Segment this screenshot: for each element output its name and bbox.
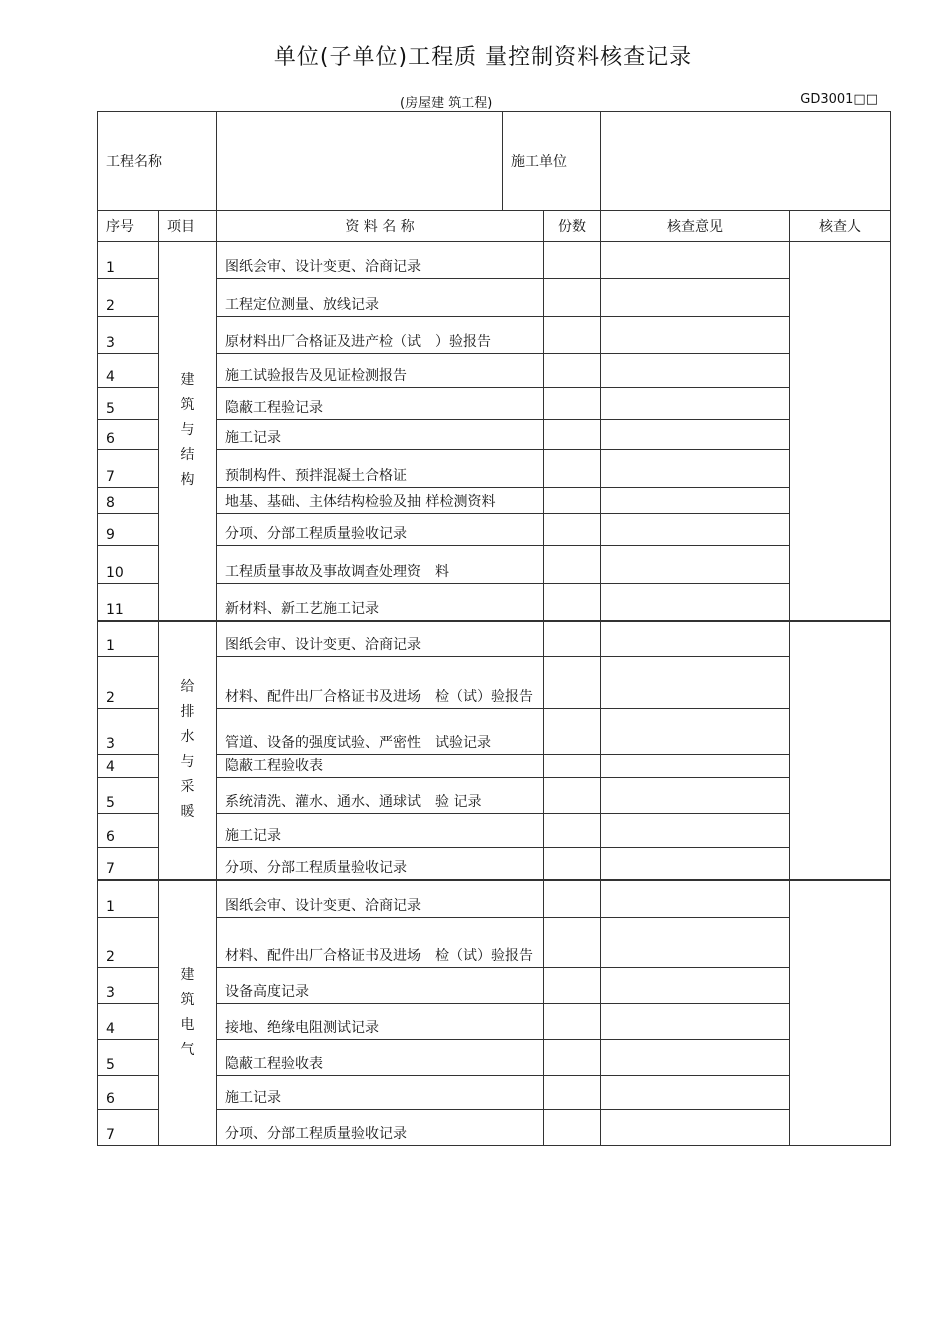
opinion-field[interactable] xyxy=(601,317,790,354)
category-cell xyxy=(159,242,217,621)
row-number: 2 xyxy=(98,279,159,317)
table-row xyxy=(98,709,891,755)
row-number: 4 xyxy=(98,1004,159,1040)
row-number: 3 xyxy=(98,709,159,755)
copies-field[interactable] xyxy=(544,709,601,755)
opinion-field[interactable] xyxy=(601,848,790,880)
category-char: 筑 xyxy=(180,991,195,1008)
table-row xyxy=(98,450,891,488)
header-checker: 核查人 xyxy=(790,211,891,242)
row-number: 10 xyxy=(98,546,159,584)
header-name: 资 料 名 称 xyxy=(217,211,544,242)
category-cell xyxy=(159,880,217,1146)
row-number: 5 xyxy=(98,778,159,814)
document-name: 隐蔽工程验记录 xyxy=(217,388,544,420)
header-item: 项目 xyxy=(159,211,217,242)
table-row xyxy=(98,1076,891,1110)
category-cell xyxy=(159,621,217,880)
row-number: 6 xyxy=(98,1076,159,1110)
category-char: 建 xyxy=(180,372,195,389)
document-name: 分项、分部工程质量验收记录 xyxy=(217,848,544,880)
opinion-field[interactable] xyxy=(601,388,790,420)
category-char: 与 xyxy=(180,422,195,439)
document-name: 接地、绝缘电阻测试记录 xyxy=(217,1004,544,1040)
opinion-field[interactable] xyxy=(601,778,790,814)
opinion-field[interactable] xyxy=(601,1040,790,1076)
opinion-field[interactable] xyxy=(601,1110,790,1146)
copies-field[interactable] xyxy=(544,450,601,488)
document-name: 管道、设备的强度试验、严密性 试验记录 xyxy=(217,709,544,755)
document-name: 新材料、新工艺施工记录 xyxy=(217,584,544,621)
opinion-field[interactable] xyxy=(601,880,790,918)
category-char: 给 xyxy=(180,679,195,695)
row-number: 3 xyxy=(98,968,159,1004)
document-name: 原材料出厂合格证及进产检（试 ）验报告 xyxy=(217,317,544,354)
checker-field[interactable] xyxy=(790,621,891,880)
row-number: 2 xyxy=(98,918,159,968)
copies-field[interactable] xyxy=(544,1004,601,1040)
check-record-table xyxy=(97,111,891,1146)
row-number: 4 xyxy=(98,755,159,778)
copies-field[interactable] xyxy=(544,968,601,1004)
row-number: 6 xyxy=(98,814,159,848)
document-name: 图纸会审、设计变更、洽商记录 xyxy=(217,621,544,657)
opinion-field[interactable] xyxy=(601,279,790,317)
table-row xyxy=(98,848,891,880)
copies-field[interactable] xyxy=(544,388,601,420)
table-row xyxy=(98,388,891,420)
row-number: 1 xyxy=(98,621,159,657)
row-number: 3 xyxy=(98,317,159,354)
document-name: 施工记录 xyxy=(217,814,544,848)
row-number: 7 xyxy=(98,450,159,488)
document-name: 图纸会审、设计变更、洽商记录 xyxy=(217,242,544,279)
copies-field[interactable] xyxy=(544,621,601,657)
opinion-field[interactable] xyxy=(601,755,790,778)
opinion-field[interactable] xyxy=(601,354,790,388)
subtitle: (房屋建 筑工程) xyxy=(400,96,493,111)
document-name: 施工记录 xyxy=(217,420,544,450)
copies-field[interactable] xyxy=(544,657,601,709)
copies-field[interactable] xyxy=(544,1110,601,1146)
opinion-field[interactable] xyxy=(601,814,790,848)
row-number: 7 xyxy=(98,1110,159,1146)
document-name: 系统清洗、灌水、通水、通球试 验 记录 xyxy=(217,778,544,814)
copies-field[interactable] xyxy=(544,1076,601,1110)
copies-field[interactable] xyxy=(544,848,601,880)
category-char: 构 xyxy=(180,472,195,489)
copies-field[interactable] xyxy=(544,514,601,546)
row-number: 2 xyxy=(98,657,159,709)
row-number: 9 xyxy=(98,514,159,546)
checker-field[interactable] xyxy=(790,242,891,621)
row-number: 5 xyxy=(98,388,159,420)
category-char: 筑 xyxy=(180,397,195,414)
copies-field[interactable] xyxy=(544,814,601,848)
opinion-field[interactable] xyxy=(601,546,790,584)
document-name: 材料、配件出厂合格证书及进场 检（试）验报告 xyxy=(217,918,544,968)
table-row xyxy=(98,584,891,621)
row-number: 8 xyxy=(98,488,159,514)
document-name: 工程定位测量、放线记录 xyxy=(217,279,544,317)
copies-field[interactable] xyxy=(544,1040,601,1076)
project-info-row xyxy=(98,112,891,211)
document-name: 施工记录 xyxy=(217,1076,544,1110)
table-row xyxy=(98,488,891,514)
opinion-field[interactable] xyxy=(601,450,790,488)
opinion-field[interactable] xyxy=(601,1076,790,1110)
header-opinion: 核查意见 xyxy=(601,211,790,242)
copies-field[interactable] xyxy=(544,279,601,317)
table-row xyxy=(98,1040,891,1076)
row-number: 11 xyxy=(98,584,159,621)
category-char: 建 xyxy=(180,966,195,983)
category-char: 暖 xyxy=(180,804,195,820)
category-char: 气 xyxy=(180,1041,195,1058)
copies-field[interactable] xyxy=(544,918,601,968)
opinion-field[interactable] xyxy=(601,1004,790,1040)
document-name: 隐蔽工程验收表 xyxy=(217,755,544,778)
table-row xyxy=(98,755,891,778)
form-code: GD3001□□ xyxy=(800,92,878,107)
category-char: 水 xyxy=(180,729,195,745)
copies-field[interactable] xyxy=(544,420,601,450)
table-row xyxy=(98,514,891,546)
document-name: 隐蔽工程验收表 xyxy=(217,1040,544,1076)
opinion-field[interactable] xyxy=(601,709,790,755)
opinion-field[interactable] xyxy=(601,657,790,709)
project-name-field[interactable] xyxy=(217,112,503,211)
header-copies: 份数 xyxy=(544,211,601,242)
table-row xyxy=(98,918,891,968)
category-char: 结 xyxy=(180,447,195,464)
table-row xyxy=(98,242,891,279)
table-row xyxy=(98,317,891,354)
row-number: 4 xyxy=(98,354,159,388)
copies-field[interactable] xyxy=(544,488,601,514)
table-row xyxy=(98,1004,891,1040)
row-number: 5 xyxy=(98,1040,159,1076)
copies-field[interactable] xyxy=(544,778,601,814)
constructor-label: 施工单位 xyxy=(503,112,601,211)
row-number: 1 xyxy=(98,880,159,918)
opinion-field[interactable] xyxy=(601,488,790,514)
page-title: 单位(子单位)工程质 量控制资料核查记录 xyxy=(273,45,693,70)
opinion-field[interactable] xyxy=(601,584,790,621)
document-name: 分项、分部工程质量验收记录 xyxy=(217,1110,544,1146)
category-char: 排 xyxy=(180,704,195,720)
document-name: 分项、分部工程质量验收记录 xyxy=(217,514,544,546)
table-row xyxy=(98,814,891,848)
table-row xyxy=(98,546,891,584)
table-row xyxy=(98,420,891,450)
document-name: 地基、基础、主体结构检验及抽 样检测资料 xyxy=(217,488,544,514)
project-name-label: 工程名称 xyxy=(98,112,217,211)
table-row xyxy=(98,968,891,1004)
table-row xyxy=(98,778,891,814)
document-name: 图纸会审、设计变更、洽商记录 xyxy=(217,880,544,918)
opinion-field[interactable] xyxy=(601,242,790,279)
constructor-field[interactable] xyxy=(601,112,891,211)
category-char: 采 xyxy=(180,779,195,795)
copies-field[interactable] xyxy=(544,546,601,584)
header-row xyxy=(98,211,891,242)
copies-field[interactable] xyxy=(544,354,601,388)
copies-field[interactable] xyxy=(544,242,601,279)
table-row xyxy=(98,354,891,388)
document-name: 设备高度记录 xyxy=(217,968,544,1004)
row-number: 1 xyxy=(98,242,159,279)
document-name: 预制构件、预拌混凝土合格证 xyxy=(217,450,544,488)
copies-field[interactable] xyxy=(544,880,601,918)
table-row xyxy=(98,1110,891,1146)
category-char: 电 xyxy=(180,1016,195,1033)
table-row xyxy=(98,657,891,709)
opinion-field[interactable] xyxy=(601,918,790,968)
category-char: 与 xyxy=(180,754,195,770)
table-row xyxy=(98,880,891,918)
document-name: 工程质量事故及事故调查处理资 料 xyxy=(217,546,544,584)
opinion-field[interactable] xyxy=(601,621,790,657)
checker-field[interactable] xyxy=(790,880,891,1146)
header-no: 序号 xyxy=(98,211,159,242)
table-row xyxy=(98,279,891,317)
copies-field[interactable] xyxy=(544,755,601,778)
row-number: 7 xyxy=(98,848,159,880)
opinion-field[interactable] xyxy=(601,514,790,546)
document-name: 材料、配件出厂合格证书及进场 检（试）验报告 xyxy=(217,657,544,709)
document-name: 施工试验报告及见证检测报告 xyxy=(217,354,544,388)
copies-field[interactable] xyxy=(544,317,601,354)
copies-field[interactable] xyxy=(544,584,601,621)
row-number: 6 xyxy=(98,420,159,450)
opinion-field[interactable] xyxy=(601,420,790,450)
opinion-field[interactable] xyxy=(601,968,790,1004)
table-row xyxy=(98,621,891,657)
